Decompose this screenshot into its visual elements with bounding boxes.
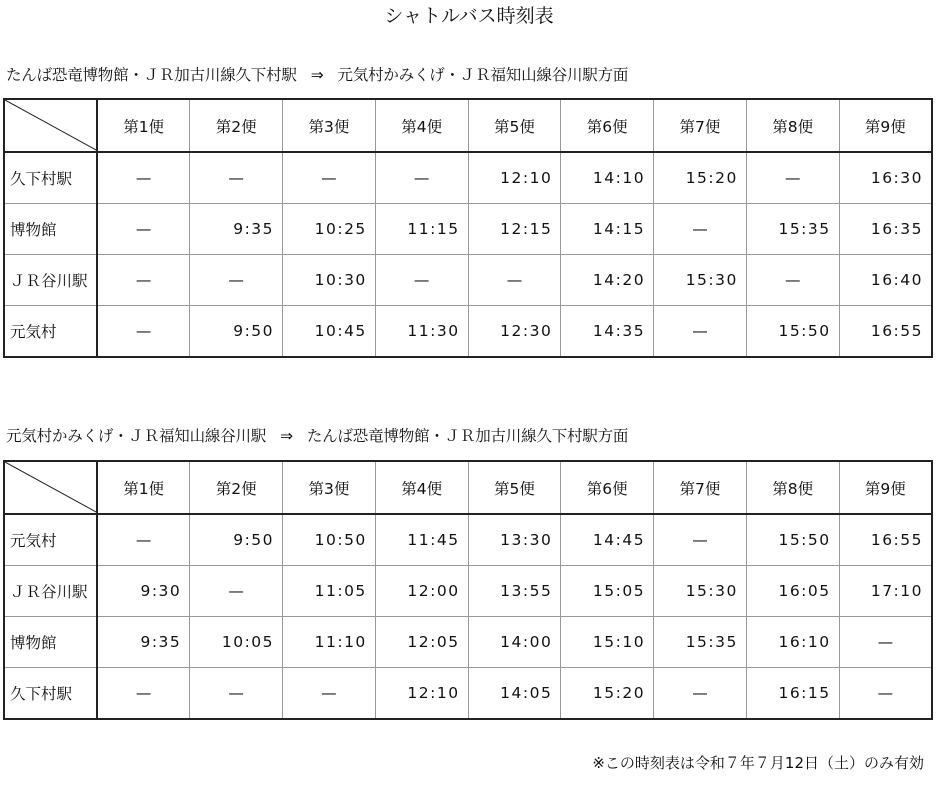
departure-time: 10:30 <box>283 255 376 306</box>
departure-time: — <box>654 514 747 566</box>
departure-time: 15:20 <box>561 668 654 720</box>
diagonal-divider-icon <box>5 100 97 151</box>
departure-time: — <box>375 255 468 306</box>
departure-time: — <box>839 668 932 720</box>
trip-header: 第5便 <box>468 99 561 152</box>
departure-time: 15:20 <box>654 152 747 204</box>
departure-time: 14:15 <box>561 204 654 255</box>
departure-time: 11:15 <box>375 204 468 255</box>
departure-time: 16:05 <box>746 566 839 617</box>
departure-time: 14:10 <box>561 152 654 204</box>
trip-header: 第7便 <box>654 461 747 514</box>
stop-name: 博物館 <box>4 617 97 668</box>
table-row <box>4 204 932 255</box>
departure-time: — <box>97 152 190 204</box>
departure-time: 9:35 <box>97 617 190 668</box>
trip-header: 第1便 <box>97 461 190 514</box>
departure-time: 13:30 <box>468 514 561 566</box>
direction-arrow-icon: ⇒ <box>310 66 324 84</box>
trip-header: 第8便 <box>746 99 839 152</box>
departure-time: — <box>97 204 190 255</box>
departure-time: 12:00 <box>375 566 468 617</box>
direction-arrow-icon: ⇒ <box>280 427 293 445</box>
departure-time: 15:30 <box>654 566 747 617</box>
table-row <box>4 152 932 204</box>
departure-time: 12:05 <box>375 617 468 668</box>
validity-note: ※この時刻表は令和７年７月12日（土）のみ有効 <box>592 754 924 772</box>
departure-time: 14:35 <box>561 306 654 358</box>
departure-time: 16:30 <box>839 152 932 204</box>
departure-time: 10:50 <box>283 514 376 566</box>
departure-time: 14:45 <box>561 514 654 566</box>
trip-header: 第5便 <box>468 461 561 514</box>
stop-name: ＪＲ谷川駅 <box>4 566 97 617</box>
trip-header: 第6便 <box>561 99 654 152</box>
departure-time: 15:10 <box>561 617 654 668</box>
corner-cell <box>4 99 97 152</box>
departure-time: 15:05 <box>561 566 654 617</box>
departure-time: 9:35 <box>190 204 283 255</box>
trip-header: 第3便 <box>283 461 376 514</box>
departure-time: 10:05 <box>190 617 283 668</box>
trip-header: 第9便 <box>839 99 932 152</box>
departure-time: — <box>190 566 283 617</box>
departure-time: 15:30 <box>654 255 747 306</box>
route-to: たんば恐竜博物館・ＪＲ加古川線久下村駅方面 <box>306 427 629 445</box>
route-from: 元気村かみくげ・ＪＲ福知山線谷川駅 <box>6 427 267 445</box>
departure-time: — <box>190 255 283 306</box>
departure-time: 9:30 <box>97 566 190 617</box>
departure-time: 17:10 <box>839 566 932 617</box>
departure-time: 11:10 <box>283 617 376 668</box>
departure-time: 13:55 <box>468 566 561 617</box>
departure-time: 15:50 <box>746 514 839 566</box>
route-from: たんば恐竜博物館・ＪＲ加古川線久下村駅 <box>6 66 297 84</box>
trip-header: 第2便 <box>190 461 283 514</box>
table-row <box>4 255 932 306</box>
trip-header: 第8便 <box>746 461 839 514</box>
departure-time: — <box>654 668 747 720</box>
departure-time: — <box>746 255 839 306</box>
diagonal-divider-icon <box>5 462 97 513</box>
departure-time: — <box>654 204 747 255</box>
table-row <box>4 514 932 566</box>
stop-name: 元気村 <box>4 514 97 566</box>
departure-time: 16:35 <box>839 204 932 255</box>
departure-time: 16:10 <box>746 617 839 668</box>
departure-time: 12:10 <box>468 152 561 204</box>
departure-time: 15:35 <box>746 204 839 255</box>
trip-header: 第9便 <box>839 461 932 514</box>
stop-name: 久下村駅 <box>4 668 97 720</box>
departure-time: 11:45 <box>375 514 468 566</box>
stop-name: 博物館 <box>4 204 97 255</box>
table-row <box>4 306 932 358</box>
stop-name: 元気村 <box>4 306 97 358</box>
departure-time: 9:50 <box>190 514 283 566</box>
departure-time: 15:35 <box>654 617 747 668</box>
departure-time: 16:40 <box>839 255 932 306</box>
departure-time: 15:50 <box>746 306 839 358</box>
departure-time: — <box>839 617 932 668</box>
departure-time: 12:10 <box>375 668 468 720</box>
departure-time: 14:20 <box>561 255 654 306</box>
trip-header: 第3便 <box>283 99 376 152</box>
departure-time: 12:30 <box>468 306 561 358</box>
departure-time: 10:45 <box>283 306 376 358</box>
departure-time: 14:05 <box>468 668 561 720</box>
departure-time: 9:50 <box>190 306 283 358</box>
route-heading-1 <box>6 64 628 86</box>
departure-time: 14:00 <box>468 617 561 668</box>
departure-time: — <box>283 152 376 204</box>
route-heading-2 <box>6 425 628 447</box>
page-title: シャトルバス時刻表 <box>384 5 554 27</box>
table-row <box>4 617 932 668</box>
route-to: 元気村かみくげ・ＪＲ福知山線谷川駅方面 <box>337 66 629 84</box>
departure-time: 11:30 <box>375 306 468 358</box>
departure-time: 12:15 <box>468 204 561 255</box>
departure-time: 11:05 <box>283 566 376 617</box>
trip-header: 第1便 <box>97 99 190 152</box>
table-row <box>4 668 932 720</box>
departure-time: — <box>97 668 190 720</box>
departure-time: 16:15 <box>746 668 839 720</box>
trip-header: 第2便 <box>190 99 283 152</box>
departure-time: 16:55 <box>839 514 932 566</box>
departure-time: — <box>283 668 376 720</box>
departure-time: — <box>97 514 190 566</box>
trip-header: 第4便 <box>375 461 468 514</box>
departure-time: 16:55 <box>839 306 932 358</box>
stop-name: ＪＲ谷川駅 <box>4 255 97 306</box>
timetable-outbound <box>3 98 933 358</box>
table-row <box>4 566 932 617</box>
departure-time: — <box>746 152 839 204</box>
trip-header: 第7便 <box>654 99 747 152</box>
corner-cell <box>4 461 97 514</box>
trip-header: 第6便 <box>561 461 654 514</box>
timetable-return <box>3 460 933 720</box>
departure-time: — <box>375 152 468 204</box>
departure-time: — <box>654 306 747 358</box>
departure-time: — <box>97 306 190 358</box>
departure-time: — <box>190 668 283 720</box>
departure-time: — <box>190 152 283 204</box>
departure-time: 10:25 <box>283 204 376 255</box>
stop-name: 久下村駅 <box>4 152 97 204</box>
trip-header: 第4便 <box>375 99 468 152</box>
departure-time: — <box>468 255 561 306</box>
departure-time: — <box>97 255 190 306</box>
